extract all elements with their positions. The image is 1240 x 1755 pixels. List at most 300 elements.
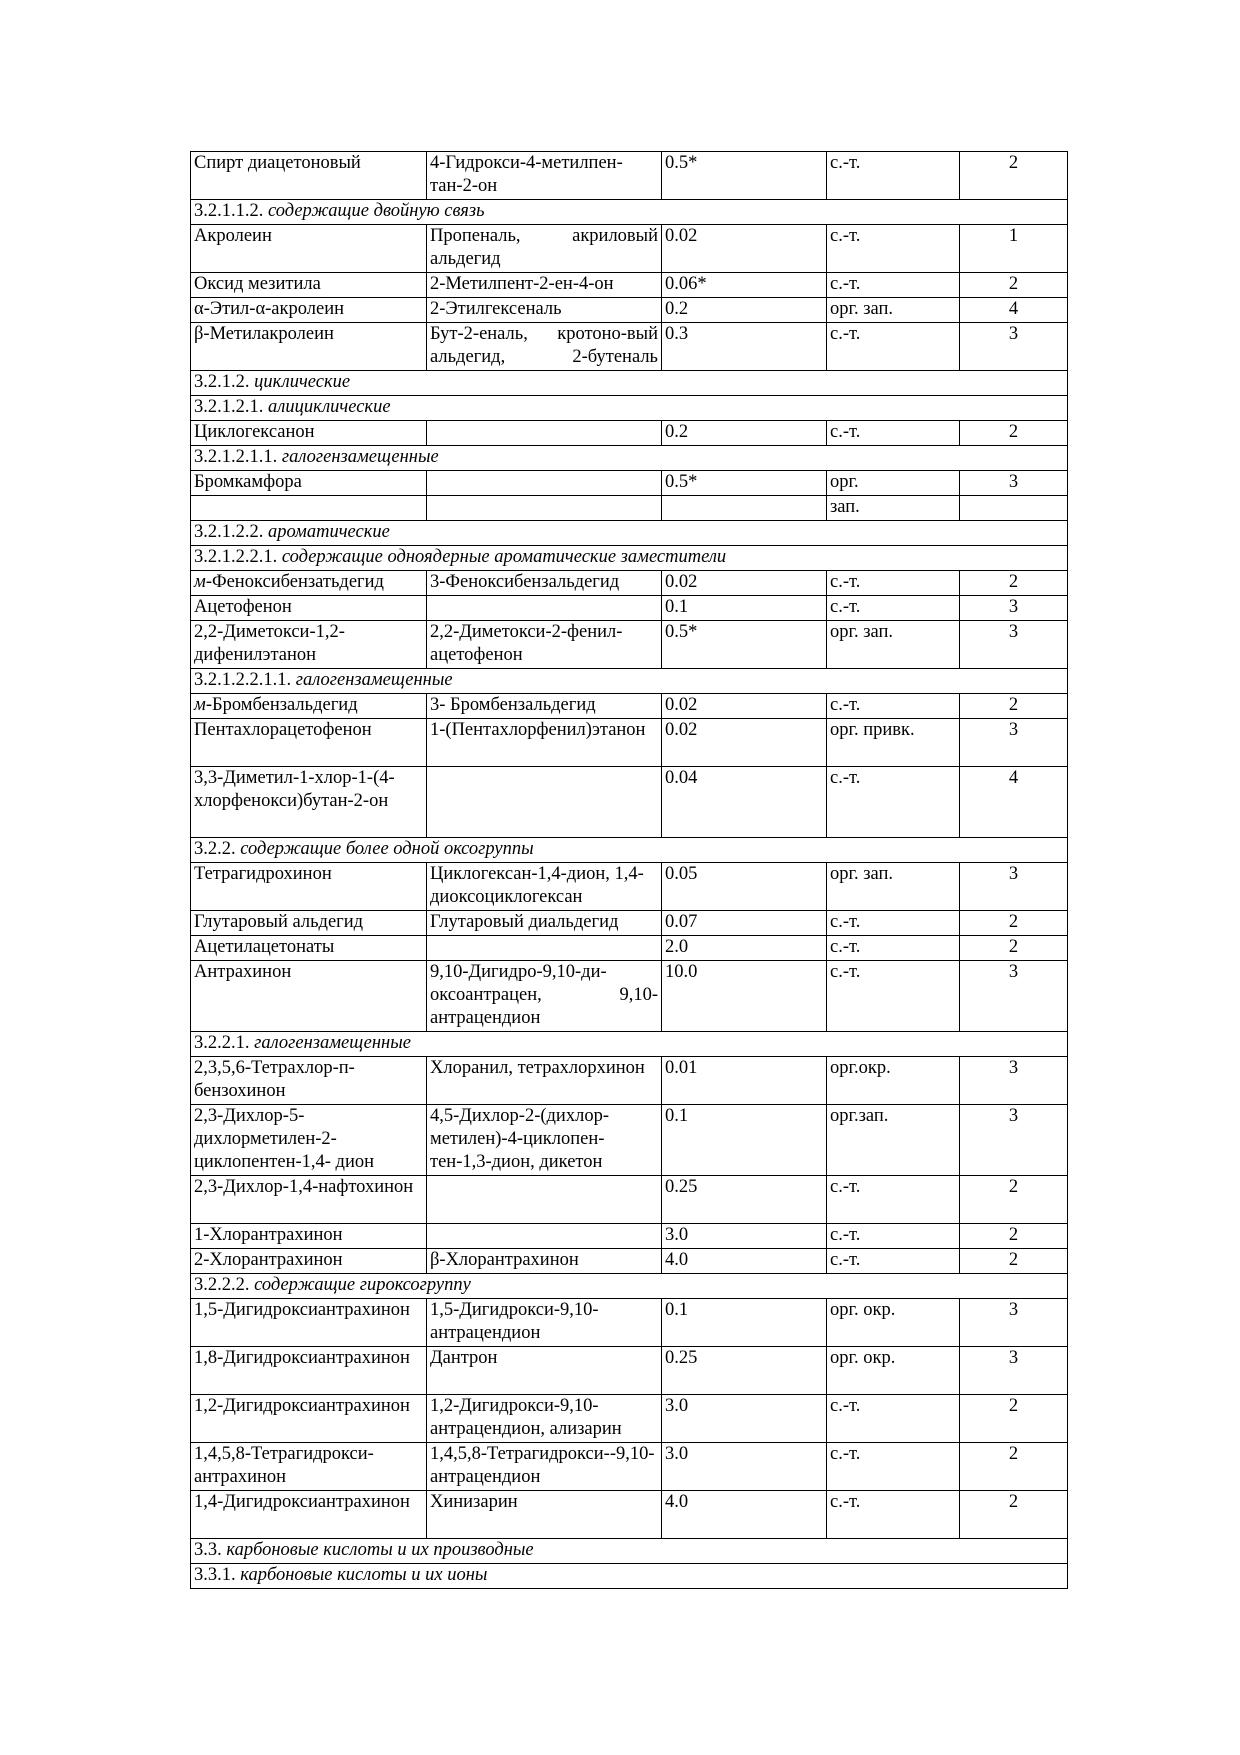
cell-text: с.-т.: [830, 597, 861, 617]
hazard-class-cell: [960, 1299, 1068, 1347]
cell-text: 4: [1008, 299, 1019, 319]
section-number: 3.2.2.1.: [194, 1033, 250, 1053]
cell-text: Пентахлорацетофенон: [194, 720, 372, 740]
cell-text: 0.5*: [665, 153, 698, 173]
substance-name-cell: [191, 1491, 427, 1539]
hazard-class-cell: [960, 496, 1068, 521]
substance-name-cell: [191, 1395, 427, 1443]
synonym-cell: [427, 863, 662, 911]
section-cell: [191, 669, 1068, 694]
table-row: [191, 1224, 1068, 1249]
cell-text: 3- Бромбензальдегид: [430, 695, 596, 715]
substance-name-cell: [191, 863, 427, 911]
section-title: содержащие двойную связь: [268, 201, 485, 221]
cell-text: Бромкамфора: [194, 472, 302, 492]
section-title: галогензамещенные: [295, 670, 453, 690]
cell-text: с.-т.: [830, 962, 861, 982]
section-title: циклические: [254, 372, 351, 392]
hazard-sign-cell: [827, 421, 960, 446]
synonym-cell: [427, 471, 662, 496]
section-title: содержащие более одной оксогруппы: [240, 839, 534, 859]
value-cell: [662, 621, 827, 669]
hazard-class-cell: [960, 863, 1068, 911]
table-row: [191, 694, 1068, 719]
cell-text: 0.25: [665, 1177, 698, 1197]
cell-text: с.-т.: [830, 274, 861, 294]
cell-text: с.-т.: [830, 422, 861, 442]
table-row: [191, 1176, 1068, 1224]
cell-text: 3.0: [665, 1225, 689, 1245]
cell-text: с.-т.: [830, 226, 861, 246]
value-cell: [662, 961, 827, 1032]
substance-name-cell: [191, 496, 427, 521]
cell-text: Пропеналь, акриловый альдегид: [430, 226, 658, 269]
hazard-class-cell: [960, 719, 1068, 767]
table-row: [191, 1491, 1068, 1539]
cell-text: 2: [1008, 1396, 1019, 1416]
table-row: [191, 496, 1068, 521]
substance-name-cell: [191, 1443, 427, 1491]
substance-name-cell: [191, 421, 427, 446]
hazard-class-cell: [960, 1176, 1068, 1224]
cell-text: 3: [1008, 597, 1019, 617]
section-cell: [191, 200, 1068, 225]
synonym-cell: [427, 496, 662, 521]
hazard-sign-cell: [827, 1347, 960, 1395]
cell-text: 2.0: [665, 937, 689, 957]
hazard-sign-cell: [827, 273, 960, 298]
section-cell: [191, 1274, 1068, 1299]
cell-text: 3: [1008, 472, 1019, 492]
synonym-cell: [427, 596, 662, 621]
cell-text: 2: [1008, 153, 1019, 173]
table-row: [191, 961, 1068, 1032]
hazard-sign-cell: [827, 471, 960, 496]
substance-name-cell: [191, 298, 427, 323]
section-title: алициклические: [268, 397, 391, 417]
section-title: карбоновые кислоты и их производные: [226, 1540, 534, 1560]
hazard-sign-cell: [827, 1299, 960, 1347]
cell-text: 1,4-Дигидроксиантрахинон: [194, 1492, 410, 1512]
cell-text: 2: [1008, 1250, 1019, 1270]
cell-text: 0.06*: [665, 274, 707, 294]
cell-text: 2,3-Дихлор-5-дихлорметилен-2-циклопентен-1,4- дион: [194, 1106, 375, 1172]
cell-text: 1,4,5,8-Тетрагидрокси-антрахинон: [194, 1444, 374, 1487]
cell-text: 3.0: [665, 1444, 689, 1464]
cell-text: 3.0: [665, 1396, 689, 1416]
substance-name-cell: [191, 273, 427, 298]
hazard-sign-cell: [827, 863, 960, 911]
cell-text: орг.: [830, 472, 859, 492]
value-cell: [662, 863, 827, 911]
hazard-sign-cell: [827, 719, 960, 767]
section-number: 3.2.1.2.2.1.1.: [194, 670, 292, 690]
value-cell: [662, 225, 827, 273]
cell-text: с.-т.: [830, 695, 861, 715]
substance-name-cell: [191, 621, 427, 669]
section-row: [191, 446, 1068, 471]
value-cell: [662, 719, 827, 767]
section-cell: [191, 371, 1068, 396]
cell-text: Спирт диацетоновый: [194, 153, 361, 173]
italic-prefix: м: [194, 695, 206, 715]
hazard-class-cell: [960, 1224, 1068, 1249]
cell-text: 0.3: [665, 324, 689, 344]
section-number: 3.2.1.2.: [194, 372, 250, 392]
cell-text: 1,4,5,8-Тетрагидрокси--9,10-антрацендион: [430, 1444, 655, 1487]
cell-text: 2: [1008, 1444, 1019, 1464]
hazard-sign-cell: [827, 911, 960, 936]
hazard-sign-cell: [827, 1105, 960, 1176]
synonym-cell: [427, 323, 662, 371]
cell-text: Оксид мезитила: [194, 274, 321, 294]
cell-text: -Феноксибензатьдегид: [205, 572, 384, 592]
table-row: [191, 596, 1068, 621]
hazard-sign-cell: [827, 571, 960, 596]
cell-text: 3: [1008, 720, 1019, 740]
synonym-cell: [427, 1105, 662, 1176]
synonym-cell: [427, 1347, 662, 1395]
table-row: [191, 152, 1068, 200]
table-row: [191, 1249, 1068, 1274]
cell-text: 0.2: [665, 422, 689, 442]
hazard-class-cell: [960, 152, 1068, 200]
cell-text: 0.02: [665, 695, 698, 715]
section-row: [191, 546, 1068, 571]
cell-text: с.-т.: [830, 1177, 861, 1197]
cell-text: α-Этил-α-акролеин: [194, 299, 344, 319]
section-number: 3.2.2.2.: [194, 1275, 250, 1295]
cell-text: 2: [1008, 695, 1019, 715]
substance-name-cell: [191, 571, 427, 596]
cell-text: Циклогексан-1,4-дион, 1,4-диоксоциклогексан: [430, 864, 644, 907]
table-row: [191, 471, 1068, 496]
cell-text: 2: [1008, 937, 1019, 957]
section-number: 3.2.1.2.2.: [194, 522, 264, 542]
cell-text: 3: [1008, 1106, 1019, 1126]
italic-prefix: м: [194, 572, 206, 592]
cell-text: с.-т.: [830, 1444, 861, 1464]
hazard-sign-cell: [827, 961, 960, 1032]
synonym-cell: [427, 225, 662, 273]
hazard-class-cell: [960, 1443, 1068, 1491]
cell-text: 0.5*: [665, 472, 698, 492]
hazard-class-cell: [960, 471, 1068, 496]
synonym-cell: [427, 719, 662, 767]
cell-text: 0.2: [665, 299, 689, 319]
section-cell: [191, 396, 1068, 421]
cell-text: 3: [1008, 1058, 1019, 1078]
table-row: [191, 1105, 1068, 1176]
cell-text: с.-т.: [830, 1250, 861, 1270]
synonym-cell: [427, 1395, 662, 1443]
hazard-class-cell: [960, 694, 1068, 719]
hazard-class-cell: [960, 298, 1068, 323]
section-row: [191, 396, 1068, 421]
cell-text: 0.04: [665, 768, 698, 788]
cell-text: орг. зап.: [830, 622, 894, 642]
cell-text: 1,5-Дигидроксиантрахинон: [194, 1300, 410, 1320]
table-row: [191, 1395, 1068, 1443]
cell-text: 0.02: [665, 720, 698, 740]
cell-text: 2: [1008, 1177, 1019, 1197]
value-cell: [662, 596, 827, 621]
hazard-class-cell: [960, 225, 1068, 273]
section-row: [191, 1274, 1068, 1299]
synonym-cell: [427, 1057, 662, 1105]
synonym-cell: [427, 961, 662, 1032]
hazard-class-cell: [960, 421, 1068, 446]
cell-text: 1,2-Дигидроксиантрахинон: [194, 1396, 410, 1416]
section-row: [191, 669, 1068, 694]
cell-text: 4-Гидрокси-4-метилпен-тан-2-он: [430, 153, 623, 196]
cell-text: с.-т.: [830, 912, 861, 932]
cell-text: 3: [1008, 962, 1019, 982]
cell-text: 4.0: [665, 1492, 689, 1512]
cell-text: зап.: [830, 497, 860, 517]
cell-text: β-Хлорантрахинон: [430, 1250, 579, 1270]
cell-text: 2: [1008, 1225, 1019, 1245]
cell-text: 2,2-Диметокси-1,2-дифенилэтанон: [194, 622, 345, 665]
cell-text: 4.0: [665, 1250, 689, 1270]
section-row: [191, 1539, 1068, 1564]
section-row: [191, 521, 1068, 546]
cell-text: 2: [1008, 572, 1019, 592]
value-cell: [662, 1105, 827, 1176]
hazard-class-cell: [960, 1057, 1068, 1105]
table-row: [191, 863, 1068, 911]
hazard-class-cell: [960, 323, 1068, 371]
section-cell: [191, 446, 1068, 471]
value-cell: [662, 323, 827, 371]
synonym-cell: [427, 152, 662, 200]
synonym-cell: [427, 1176, 662, 1224]
synonym-cell: [427, 421, 662, 446]
table-row: [191, 1057, 1068, 1105]
hazard-sign-cell: [827, 298, 960, 323]
value-cell: [662, 1347, 827, 1395]
section-number: 3.3.: [194, 1540, 222, 1560]
cell-text: Глутаровый альдегид: [194, 912, 364, 932]
cell-text: 3: [1008, 622, 1019, 642]
cell-text: 2,2-Диметокси-2-фенил-ацетофенон: [430, 622, 623, 665]
cell-text: 0.5*: [665, 622, 698, 642]
cell-text: с.-т.: [830, 937, 861, 957]
value-cell: [662, 1443, 827, 1491]
hazard-class-cell: [960, 1347, 1068, 1395]
table-row: [191, 1443, 1068, 1491]
cell-text: β-Метилакролеин: [194, 324, 334, 344]
cell-text: 1-(Пентахлорфенил)этанон: [430, 720, 646, 740]
substance-name-cell: [191, 1176, 427, 1224]
cell-text: 2: [1008, 1492, 1019, 1512]
cell-text: Хлоранил, тетрахлорхинон: [430, 1058, 645, 1078]
section-number: 3.2.1.2.2.1.: [194, 547, 278, 567]
cell-text: 1,2-Дигидрокси-9,10-антрацендион, ализарин: [430, 1396, 622, 1439]
table-row: [191, 323, 1068, 371]
hazard-sign-cell: [827, 596, 960, 621]
cell-text: 3,3-Диметил-1-хлор-1-(4-хлорфенокси)бутан-2-он: [194, 768, 395, 811]
hazard-sign-cell: [827, 1443, 960, 1491]
hazard-class-cell: [960, 596, 1068, 621]
hazard-sign-cell: [827, 152, 960, 200]
cell-text: Акролеин: [194, 226, 272, 246]
value-cell: [662, 936, 827, 961]
section-row: [191, 838, 1068, 863]
cell-text: 0.05: [665, 864, 698, 884]
table-row: [191, 1347, 1068, 1395]
value-cell: [662, 152, 827, 200]
hazard-sign-cell: [827, 1224, 960, 1249]
cell-text: с.-т.: [830, 768, 861, 788]
table-row: [191, 421, 1068, 446]
cell-text: орг. зап.: [830, 864, 894, 884]
table-row: [191, 225, 1068, 273]
table-row: [191, 273, 1068, 298]
cell-text: 2,3-Дихлор-1,4-нафтохинон: [194, 1177, 414, 1197]
cell-text: 10.0: [665, 962, 698, 982]
hazard-class-cell: [960, 911, 1068, 936]
table-body: [191, 152, 1068, 1589]
substance-name-cell: [191, 719, 427, 767]
hazard-sign-cell: [827, 1249, 960, 1274]
substance-name-cell: [191, 323, 427, 371]
value-cell: [662, 1249, 827, 1274]
synonym-cell: [427, 1224, 662, 1249]
cell-text: орг. зап.: [830, 299, 894, 319]
cell-text: орг.зап.: [830, 1106, 889, 1126]
substance-name-cell: [191, 767, 427, 838]
section-title: галогензамещенные: [254, 1033, 411, 1053]
section-title: содержащие гироксогруппу: [254, 1275, 471, 1295]
table-row: [191, 621, 1068, 669]
cell-text: 0.1: [665, 1106, 689, 1126]
table-row: [191, 767, 1068, 838]
section-number: 3.2.1.2.1.1.: [194, 447, 278, 467]
substance-name-cell: [191, 936, 427, 961]
section-title: ароматические: [268, 522, 390, 542]
cell-text: орг. привк.: [830, 720, 915, 740]
cell-text: с.-т.: [830, 1225, 861, 1245]
section-title: содержащие одноядерные ароматические заместители: [281, 547, 727, 567]
substance-name-cell: [191, 961, 427, 1032]
value-cell: [662, 571, 827, 596]
cell-text: с.-т.: [830, 572, 861, 592]
cell-text: 1,5-Дигидрокси-9,10-антрацендион: [430, 1300, 599, 1343]
substance-name-cell: [191, 596, 427, 621]
cell-text: 3: [1008, 324, 1019, 344]
synonym-cell: [427, 694, 662, 719]
cell-text: Бут-2-еналь, кротоно-вый альдегид, 2-бутеналь: [430, 324, 658, 367]
cell-text: 4: [1008, 768, 1019, 788]
section-cell: [191, 1564, 1068, 1589]
value-cell: [662, 1395, 827, 1443]
substances-table: [190, 151, 1068, 1589]
cell-text: Ацетилацетонаты: [194, 937, 335, 957]
cell-text: 2-Метилпент-2-ен-4-он: [430, 274, 614, 294]
hazard-sign-cell: [827, 1176, 960, 1224]
substance-name-cell: [191, 1299, 427, 1347]
cell-text: Антрахинон: [194, 962, 292, 982]
cell-text: 2-Этилгексеналь: [430, 299, 562, 319]
cell-text: с.-т.: [830, 324, 861, 344]
section-row: [191, 1564, 1068, 1589]
cell-text: 3: [1008, 1348, 1019, 1368]
cell-text: с.-т.: [830, 153, 861, 173]
section-cell: [191, 838, 1068, 863]
value-cell: [662, 273, 827, 298]
cell-text: Глутаровый диальдегид: [430, 912, 619, 932]
substance-name-cell: [191, 152, 427, 200]
synonym-cell: [427, 298, 662, 323]
section-cell: [191, 546, 1068, 571]
cell-text: 0.07: [665, 912, 698, 932]
hazard-class-cell: [960, 621, 1068, 669]
value-cell: [662, 1057, 827, 1105]
hazard-class-cell: [960, 571, 1068, 596]
substance-name-cell: [191, 911, 427, 936]
cell-text: 2: [1008, 422, 1019, 442]
value-cell: [662, 1299, 827, 1347]
cell-text: 0.01: [665, 1058, 698, 1078]
synonym-cell: [427, 273, 662, 298]
hazard-sign-cell: [827, 323, 960, 371]
table-row: [191, 911, 1068, 936]
substance-name-cell: [191, 471, 427, 496]
cell-text: 1: [1008, 226, 1019, 246]
synonym-cell: [427, 1491, 662, 1539]
section-title: карбоновые кислоты и их ионы: [240, 1565, 488, 1585]
cell-text: 0.25: [665, 1348, 698, 1368]
synonym-cell: [427, 621, 662, 669]
hazard-sign-cell: [827, 1491, 960, 1539]
synonym-cell: [427, 911, 662, 936]
hazard-class-cell: [960, 1105, 1068, 1176]
cell-text: 9,10-Дигидро-9,10-ди-оксоантрацен, 9,10-антрацендион: [430, 962, 658, 1028]
hazard-class-cell: [960, 1491, 1068, 1539]
cell-text: 2: [1008, 912, 1019, 932]
hazard-sign-cell: [827, 1395, 960, 1443]
cell-text: 3: [1008, 1300, 1019, 1320]
section-number: 3.3.1.: [194, 1565, 236, 1585]
table-row: [191, 298, 1068, 323]
hazard-class-cell: [960, 961, 1068, 1032]
cell-text: орг.окр.: [830, 1058, 891, 1078]
value-cell: [662, 1491, 827, 1539]
value-cell: [662, 298, 827, 323]
cell-text: Циклогексанон: [194, 422, 315, 442]
hazard-class-cell: [960, 767, 1068, 838]
section-cell: [191, 1539, 1068, 1564]
cell-text: 3: [1008, 864, 1019, 884]
substance-name-cell: [191, 1224, 427, 1249]
cell-text: Хинизарин: [430, 1492, 518, 1512]
value-cell: [662, 1176, 827, 1224]
cell-text: Тетрагидрохинон: [194, 864, 332, 884]
hazard-class-cell: [960, 273, 1068, 298]
substance-name-cell: [191, 694, 427, 719]
hazard-class-cell: [960, 1249, 1068, 1274]
cell-text: 1,8-Дигидроксиантрахинон: [194, 1348, 410, 1368]
substance-name-cell: [191, 1347, 427, 1395]
hazard-sign-cell: [827, 496, 960, 521]
cell-text: 1-Хлорантрахинон: [194, 1225, 343, 1245]
hazard-sign-cell: [827, 936, 960, 961]
cell-text: с.-т.: [830, 1396, 861, 1416]
cell-text: 2: [1008, 274, 1019, 294]
value-cell: [662, 421, 827, 446]
cell-text: 0.1: [665, 597, 689, 617]
